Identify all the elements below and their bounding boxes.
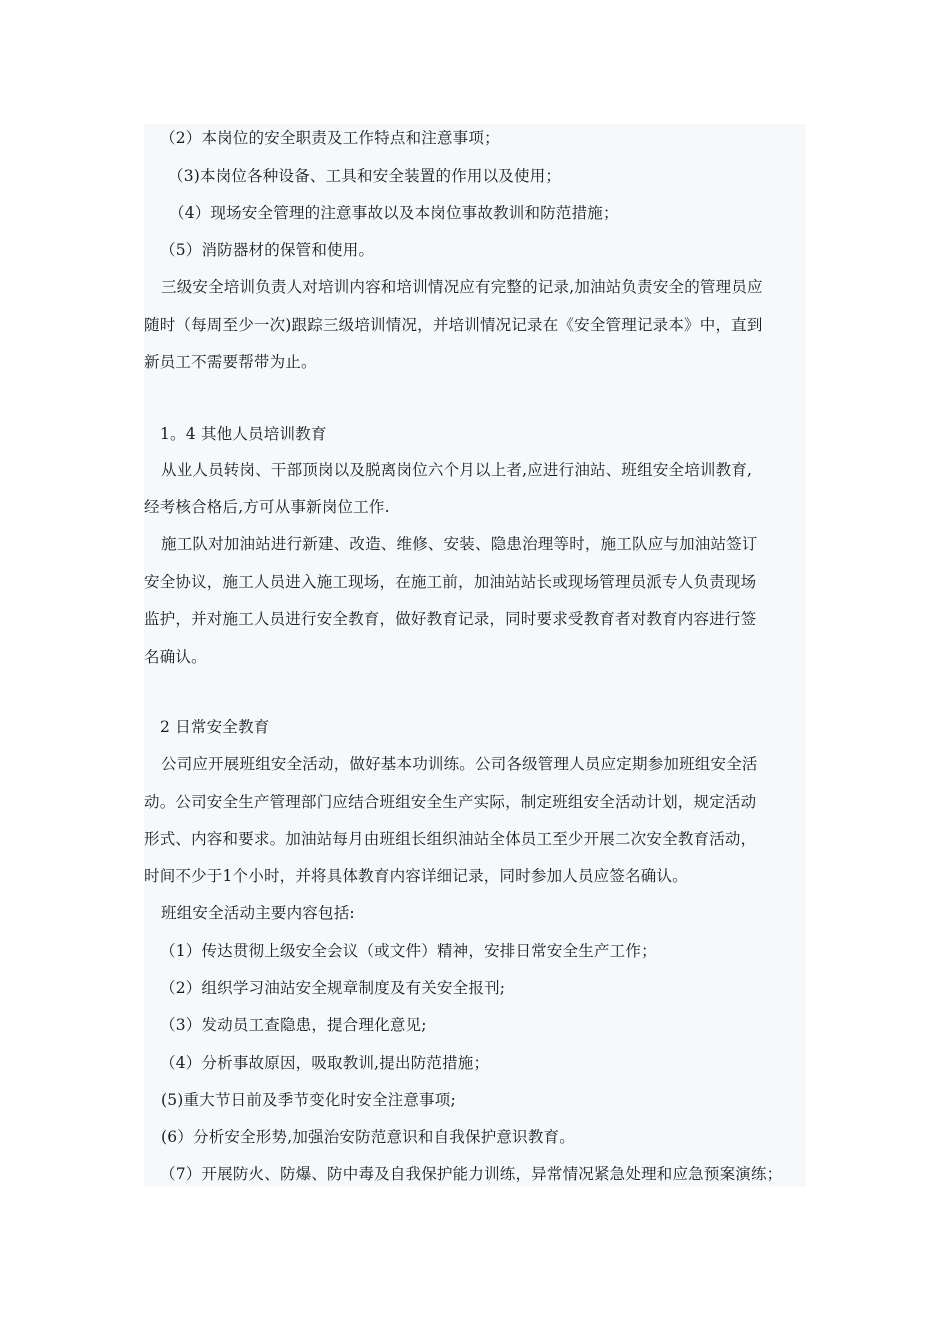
paragraph-line: 名确认。 bbox=[144, 648, 207, 666]
activity-item-5: (5)重大节日前及季节变化时安全注意事项; bbox=[161, 1091, 456, 1109]
paragraph-line: 时间不少于1个小时，并将具体教育内容详细记录，同时参加人员应签名确认。 bbox=[144, 867, 688, 885]
activity-item-4: （4）分析事故原因，吸取教训,提出防范措施； bbox=[160, 1054, 490, 1072]
paragraph-line: 公司应开展班组安全活动，做好基本功训练。公司各级管理人员应定期参加班组安全活 bbox=[161, 755, 758, 773]
training-item-4: （4）现场安全管理的注意事故以及本岗位事故教训和防范措施； bbox=[169, 204, 619, 222]
training-item-5: （5）消防器材的保管和使用。 bbox=[160, 241, 375, 259]
paragraph-line: 形式、内容和要求。加油站每月由班组长组织油站全体员工至少开展二次安全教育活动， bbox=[144, 830, 757, 848]
activity-item-6: (6）分析安全形势,加强治安防范意识和自我保护意识教育。 bbox=[161, 1128, 575, 1146]
paragraph-line: 新员工不需要帮带为止。 bbox=[144, 353, 317, 371]
paragraph-line: 班组安全活动主要内容包括: bbox=[161, 904, 355, 922]
section-heading-1-4: 1。4 其他人员培训教育 bbox=[160, 425, 327, 443]
paragraph-line: 动。公司安全生产管理部门应结合班组安全生产实际，制定班组安全活动计划，规定活动 bbox=[144, 793, 757, 811]
section-heading-2: 2 日常安全教育 bbox=[160, 718, 270, 736]
activity-item-7: （7）开展防火、防爆、防中毒及自我保护能力训练，异常情况紧急处理和应急预案演练； bbox=[160, 1165, 783, 1183]
activity-item-2: （2）组织学习油站安全规章制度及有关安全报刊; bbox=[160, 979, 506, 997]
activity-item-1: （1）传达贯彻上级安全会议（或文件）精神，安排日常安全生产工作； bbox=[160, 942, 657, 960]
paragraph-line: 监护，并对施工人员进行安全教育，做好教育记录，同时要求受教育者对教育内容进行签 bbox=[144, 610, 757, 628]
paragraph-line: 施工队对加油站进行新建、改造、维修、安装、隐患治理等时，施工队应与加油站签订 bbox=[161, 535, 758, 553]
paragraph-line: 经考核合格后,方可从事新岗位工作. bbox=[144, 498, 390, 516]
paragraph-line: 安全协议，施工人员进入施工现场，在施工前，加油站站长或现场管理员派专人负责现场 bbox=[144, 573, 757, 591]
paragraph-line: 随时（每周至少一次)跟踪三级培训情况，并培训情况记录在《安全管理记录本》中，直到 bbox=[144, 316, 763, 334]
paragraph-line: 三级安全培训负责人对培训内容和培训情况应有完整的记录,加油站负责安全的管理员应 bbox=[161, 278, 763, 296]
paragraph-line: 从业人员转岗、干部顶岗以及脱离岗位六个月以上者,应进行油站、班组安全培训教育, bbox=[161, 461, 753, 479]
document-body bbox=[144, 124, 806, 1187]
training-item-2: （2）本岗位的安全职责及工作特点和注意事项； bbox=[160, 129, 500, 147]
activity-item-3: （3）发动员工查隐患，提合理化意见; bbox=[160, 1016, 427, 1034]
training-item-3: （3)本岗位各种设备、工具和安全装置的作用以及使用； bbox=[168, 167, 562, 185]
